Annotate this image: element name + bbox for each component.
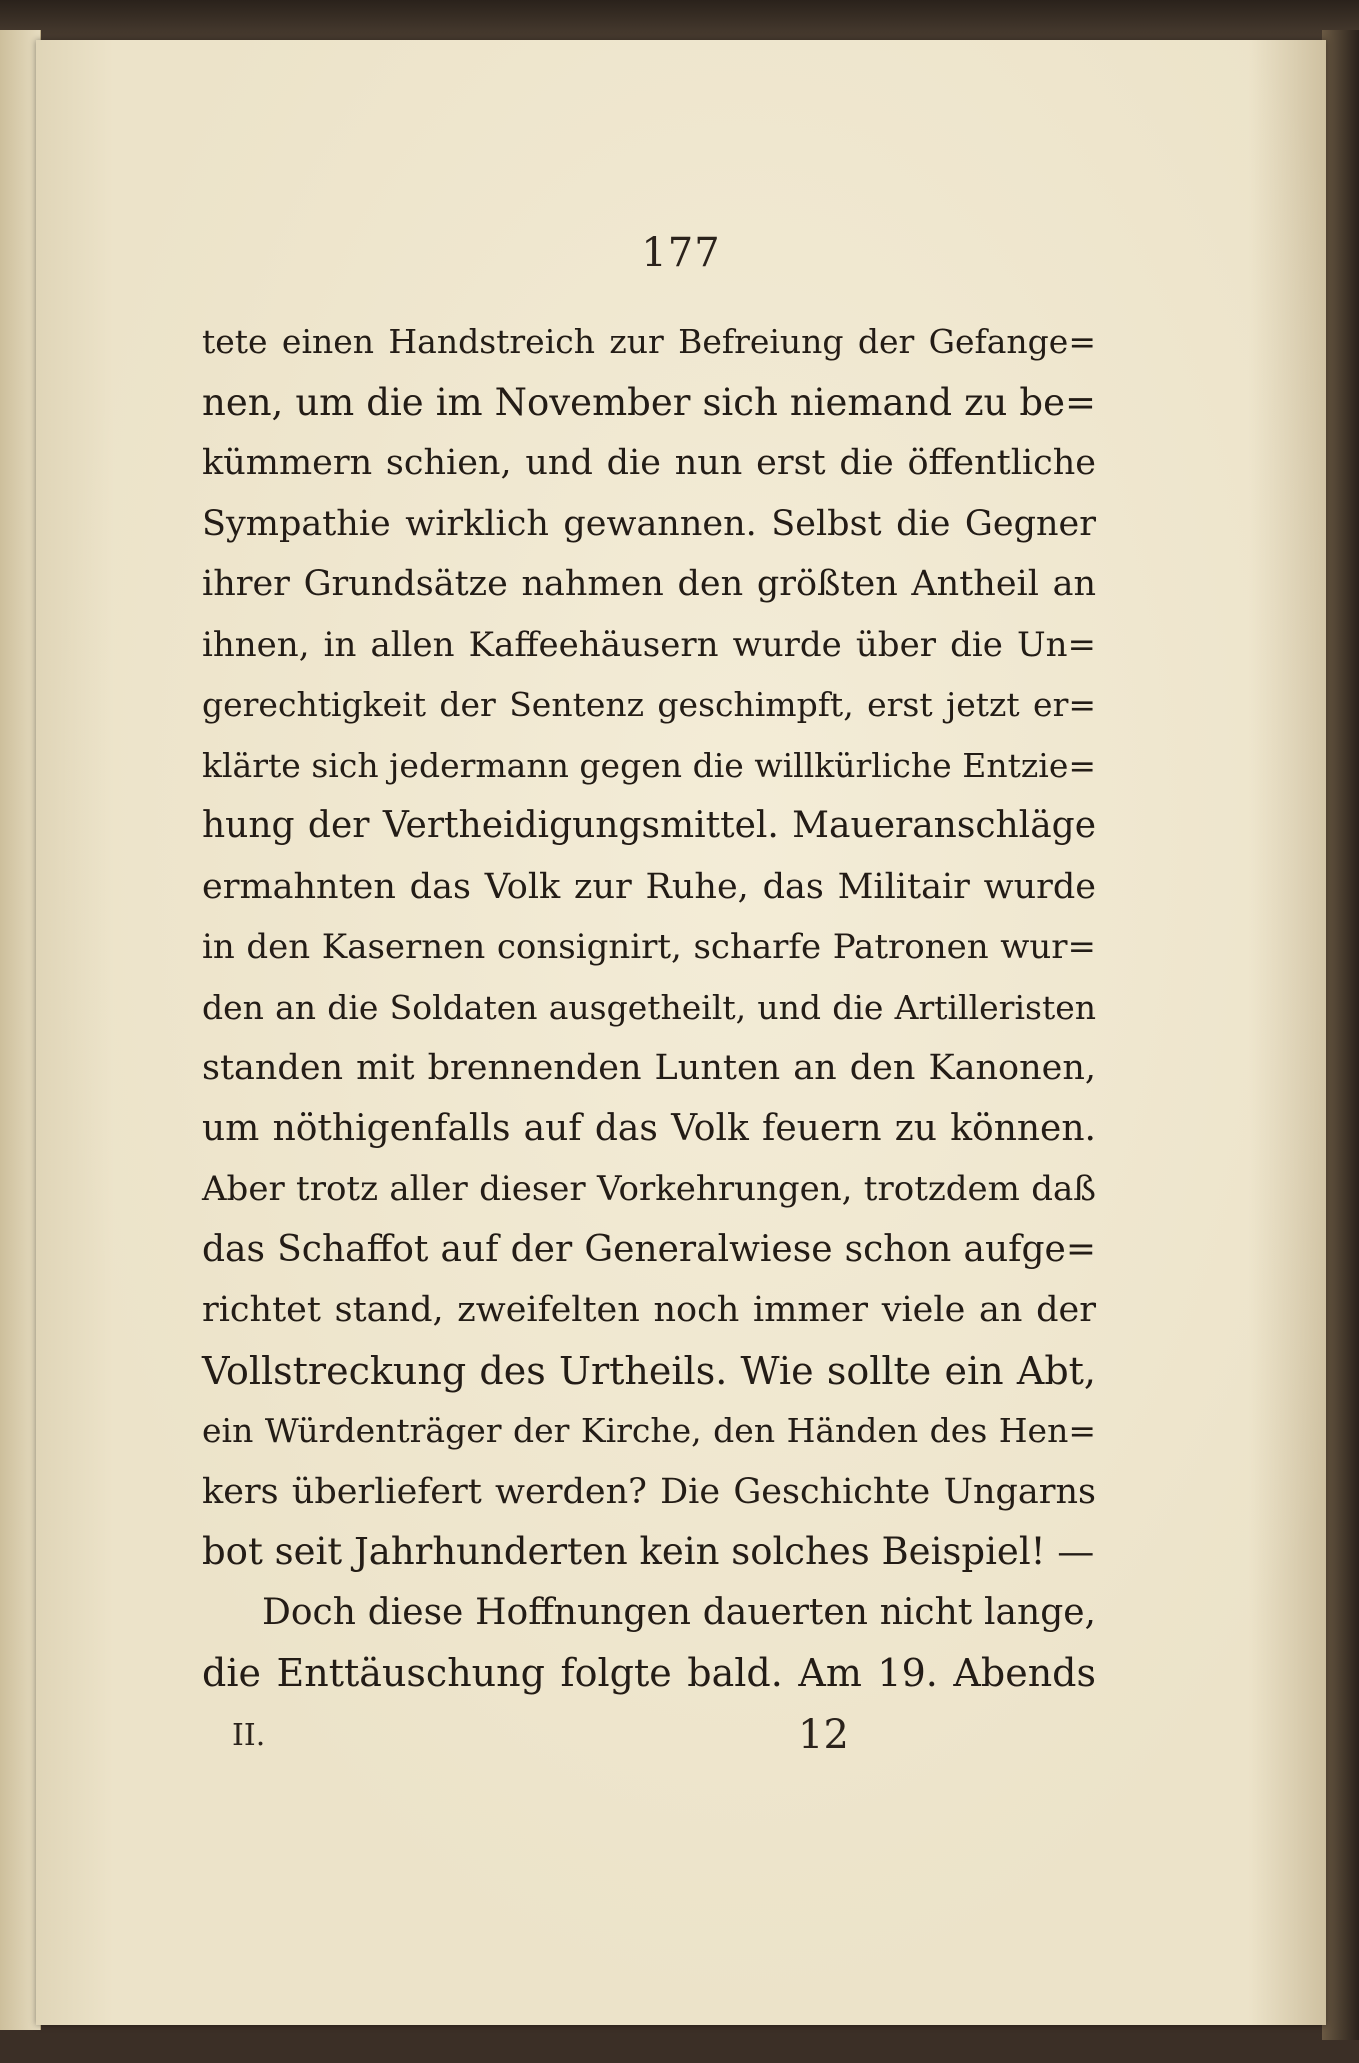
text-line: Vollstreckung des Urtheils. Wie sollte ein Abt, xyxy=(202,1348,1096,1393)
text-line: Sympathie wirklich gewannen. Selbst die Gegner xyxy=(202,503,1096,544)
text-line: richtet stand, zweifelten noch immer viele an der xyxy=(202,1290,1096,1330)
sheet-number: 12 xyxy=(798,1712,849,1758)
text-line: gerechtigkeit der Sentenz geschimpft, erst jetzt er= xyxy=(202,685,1096,724)
text-line: die Enttäuschung folgte bald. Am 19. Abends xyxy=(202,1651,1096,1695)
text-line: tete einen Handstreich zur Befreiung der Gefange= xyxy=(202,322,1096,361)
text-line: ihrer Grundsätze nahmen den größten Antheil an xyxy=(202,564,1096,604)
book-top-edge xyxy=(0,0,1359,40)
text-line: nen, um die im November sich niemand zu be= xyxy=(202,380,1096,424)
text-line: bot seit Jahrhunderten kein solches Beispiel! — xyxy=(202,1530,1095,1573)
text-line: ermahnten das Volk zur Ruhe, das Militair wurde xyxy=(202,866,1096,907)
left-page-edge xyxy=(0,30,41,2030)
body-text xyxy=(202,312,1096,1704)
text-line: in den Kasernen consignirt, scharfe Patronen wur= xyxy=(202,927,1096,967)
text-line: hung der Vertheidigungsmittel. Maueranschläge xyxy=(202,805,1096,846)
text-line: das Schaffot auf der Generalwiese schon aufge= xyxy=(202,1228,1096,1270)
text-line: Aber trotz aller dieser Vorkehrungen, trotzdem daß xyxy=(202,1169,1096,1209)
text-line: Doch diese Hoffnungen dauerten nicht lange, xyxy=(262,1591,1096,1633)
text-line: klärte sich jedermann gegen die willkürliche Entzie= xyxy=(202,745,1096,785)
text-line: kers überliefert werden? Die Geschichte Ungarns xyxy=(202,1471,1096,1512)
text-line: kümmern schien, und die nun erst die öffentliche xyxy=(202,443,1096,483)
page-sheet xyxy=(36,40,1326,2025)
page-number: 177 xyxy=(641,230,721,276)
text-line: um nöthigenfalls auf das Volk feuern zu können. xyxy=(202,1107,1096,1149)
signature-mark: II. xyxy=(232,1718,266,1753)
text-line: ihnen, in allen Kaffeehäusern wurde über die Un= xyxy=(202,624,1096,665)
book-cover-edge xyxy=(1322,30,1359,2040)
text-line: ein Würdenträger der Kirche, den Händen des Hen= xyxy=(202,1411,1096,1450)
text-line: standen mit brennenden Lunten an den Kanonen, xyxy=(202,1048,1096,1088)
text-line: den an die Soldaten ausgetheilt, und die Artilleristen xyxy=(202,987,1096,1027)
